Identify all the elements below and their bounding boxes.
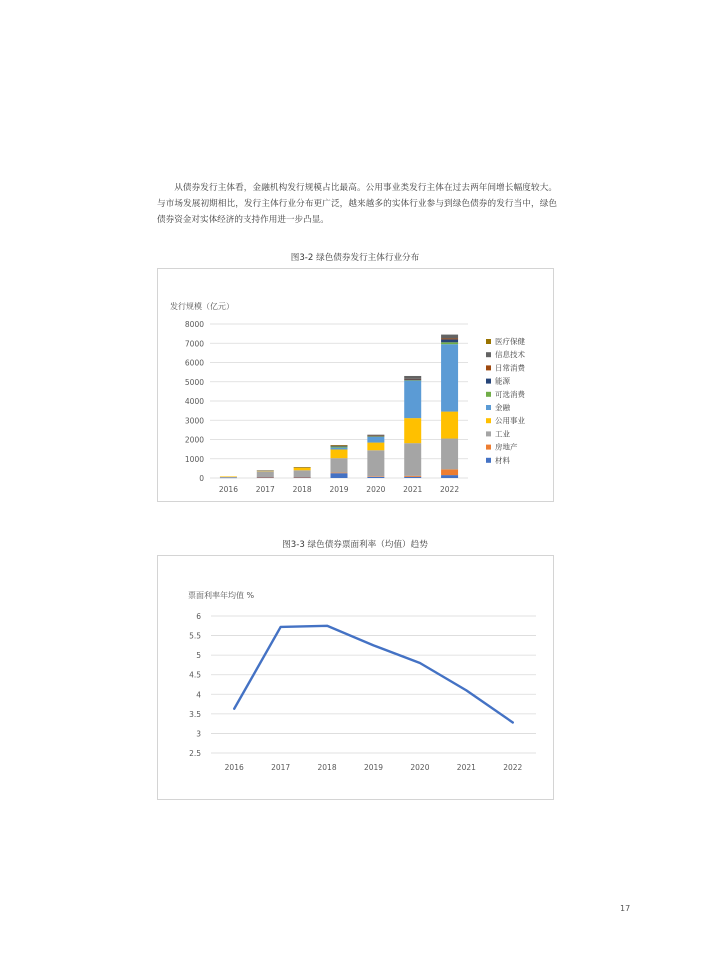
bar-segment bbox=[220, 476, 237, 477]
figure-3-2-title: 图3-2 绿色债券发行主体行业分布 bbox=[290, 253, 420, 263]
y-tick-label: 4000 bbox=[184, 397, 204, 406]
legend-label: 能源 bbox=[495, 376, 510, 386]
legend-swatch bbox=[486, 458, 491, 463]
x-tick-label: 2019 bbox=[329, 485, 349, 494]
legend-label: 工业 bbox=[495, 429, 510, 439]
bar-segment bbox=[367, 443, 384, 451]
y-tick-label: 4.5 bbox=[189, 670, 201, 680]
y-tick-label: 3 bbox=[196, 729, 201, 739]
x-tick-label: 2016 bbox=[218, 485, 238, 494]
bar-segment bbox=[331, 445, 348, 446]
y-tick-label: 8000 bbox=[184, 320, 204, 329]
bar-segment bbox=[367, 476, 384, 477]
bar-segment bbox=[257, 471, 274, 477]
y-axis-label: 票面利率年均值 % bbox=[188, 591, 255, 600]
legend-swatch bbox=[486, 379, 491, 384]
legend-swatch bbox=[486, 392, 491, 397]
y-tick-label: 7000 bbox=[184, 339, 204, 349]
bar-segment bbox=[441, 338, 458, 339]
bar-segment bbox=[367, 435, 384, 436]
series-line bbox=[234, 626, 513, 723]
y-tick-label: 2.5 bbox=[189, 749, 201, 758]
bar-segment bbox=[441, 439, 458, 470]
bar-segment bbox=[441, 335, 458, 339]
y-tick-label: 5000 bbox=[184, 377, 204, 387]
bar-segment bbox=[441, 475, 458, 478]
y-tick-label: 3.5 bbox=[189, 709, 201, 719]
bar-segment bbox=[294, 477, 311, 478]
bar-segment bbox=[404, 380, 421, 381]
bar-segment bbox=[441, 412, 458, 439]
legend-label: 公用事业 bbox=[495, 416, 525, 426]
legend-label: 可选消费 bbox=[495, 389, 525, 399]
y-tick-label: 4 bbox=[196, 690, 201, 700]
figure-3-2-frame bbox=[157, 268, 554, 502]
x-tick-label: 2016 bbox=[224, 763, 244, 772]
y-tick-label: 6 bbox=[196, 612, 201, 621]
bar-segment bbox=[367, 450, 384, 476]
bar-segment bbox=[367, 437, 384, 443]
legend-label: 医疗保健 bbox=[495, 337, 525, 346]
x-tick-label: 2022 bbox=[440, 485, 460, 494]
bar-segment bbox=[331, 447, 348, 448]
paragraph-text: 从债券发行主体看，金融机构发行规模占比最高。公用事业类发行主体在过去两年间增长幅度较大。与市场发展初期相比，发行主体行业分布更广泛，越来越多的实体行业参与到绿色债券的发行当中，绿色债券资金对实体经济的支持作用进一步凸显。 bbox=[157, 183, 557, 225]
bar-segment bbox=[404, 477, 421, 478]
legend-swatch bbox=[486, 365, 491, 370]
legend-label: 信息技术 bbox=[495, 350, 525, 360]
x-tick-label: 2019 bbox=[363, 763, 384, 772]
bar-segment bbox=[220, 478, 237, 479]
legend-swatch bbox=[486, 339, 491, 344]
legend-label: 金融 bbox=[495, 403, 510, 412]
bar-segment bbox=[367, 477, 384, 478]
x-tick-label: 2020 bbox=[366, 485, 386, 494]
bar-segment bbox=[404, 443, 421, 476]
figure-3-3-title: 图3-3 绿色债券票面利率（均值）趋势 bbox=[282, 540, 428, 550]
bar-segment bbox=[331, 448, 348, 450]
bar-segment bbox=[294, 467, 311, 470]
bar-segment bbox=[404, 379, 421, 380]
x-tick-label: 2020 bbox=[410, 763, 430, 772]
legend-label: 房地产 bbox=[495, 442, 518, 452]
bar-segment bbox=[404, 381, 421, 419]
bar-segment bbox=[404, 418, 421, 443]
legend-label: 日常消费 bbox=[495, 363, 525, 373]
bar-segment bbox=[404, 376, 421, 379]
x-tick-label: 2018 bbox=[292, 485, 312, 494]
page-number: 17 bbox=[620, 904, 631, 913]
legend-swatch bbox=[486, 405, 491, 410]
bar-segment bbox=[441, 344, 458, 411]
y-axis-label: 发行规模（亿元） bbox=[170, 302, 234, 311]
bar-segment bbox=[331, 473, 348, 478]
stacked-bar-chart bbox=[158, 269, 553, 501]
bar-segment bbox=[367, 436, 384, 437]
bar-segment bbox=[441, 342, 458, 344]
line-chart bbox=[158, 556, 553, 799]
bar-segment bbox=[257, 470, 274, 471]
y-tick-label: 1000 bbox=[184, 454, 204, 464]
legend-swatch bbox=[486, 445, 491, 450]
figure-3-3-frame bbox=[157, 555, 554, 800]
legend-label: 材料 bbox=[495, 455, 510, 465]
bar-segment bbox=[294, 470, 311, 477]
y-tick-label: 3000 bbox=[184, 416, 204, 426]
bar-segment bbox=[404, 476, 421, 477]
y-tick-label: 2000 bbox=[184, 435, 204, 445]
y-tick-label: 6000 bbox=[184, 358, 204, 368]
x-tick-label: 2022 bbox=[503, 763, 523, 772]
y-tick-label: 0 bbox=[199, 474, 204, 483]
bar-segment bbox=[220, 477, 237, 478]
bar-segment bbox=[257, 477, 274, 478]
bar-segment bbox=[404, 379, 421, 380]
x-tick-label: 2021 bbox=[403, 485, 423, 494]
legend-swatch bbox=[486, 352, 491, 357]
x-tick-label: 2018 bbox=[317, 763, 337, 772]
bar-segment bbox=[331, 458, 348, 472]
bar-segment bbox=[294, 467, 311, 468]
y-tick-label: 5.5 bbox=[189, 631, 201, 641]
bar-segment bbox=[441, 469, 458, 475]
bar-segment bbox=[331, 450, 348, 459]
bar-segment bbox=[441, 339, 458, 342]
x-tick-label: 2017 bbox=[271, 763, 291, 772]
x-tick-label: 2021 bbox=[456, 763, 476, 772]
legend-swatch bbox=[486, 418, 491, 423]
y-tick-label: 5 bbox=[196, 651, 201, 661]
x-tick-label: 2017 bbox=[255, 485, 275, 494]
bar-segment bbox=[331, 473, 348, 474]
body-paragraph bbox=[157, 180, 557, 228]
legend-swatch bbox=[486, 431, 491, 436]
